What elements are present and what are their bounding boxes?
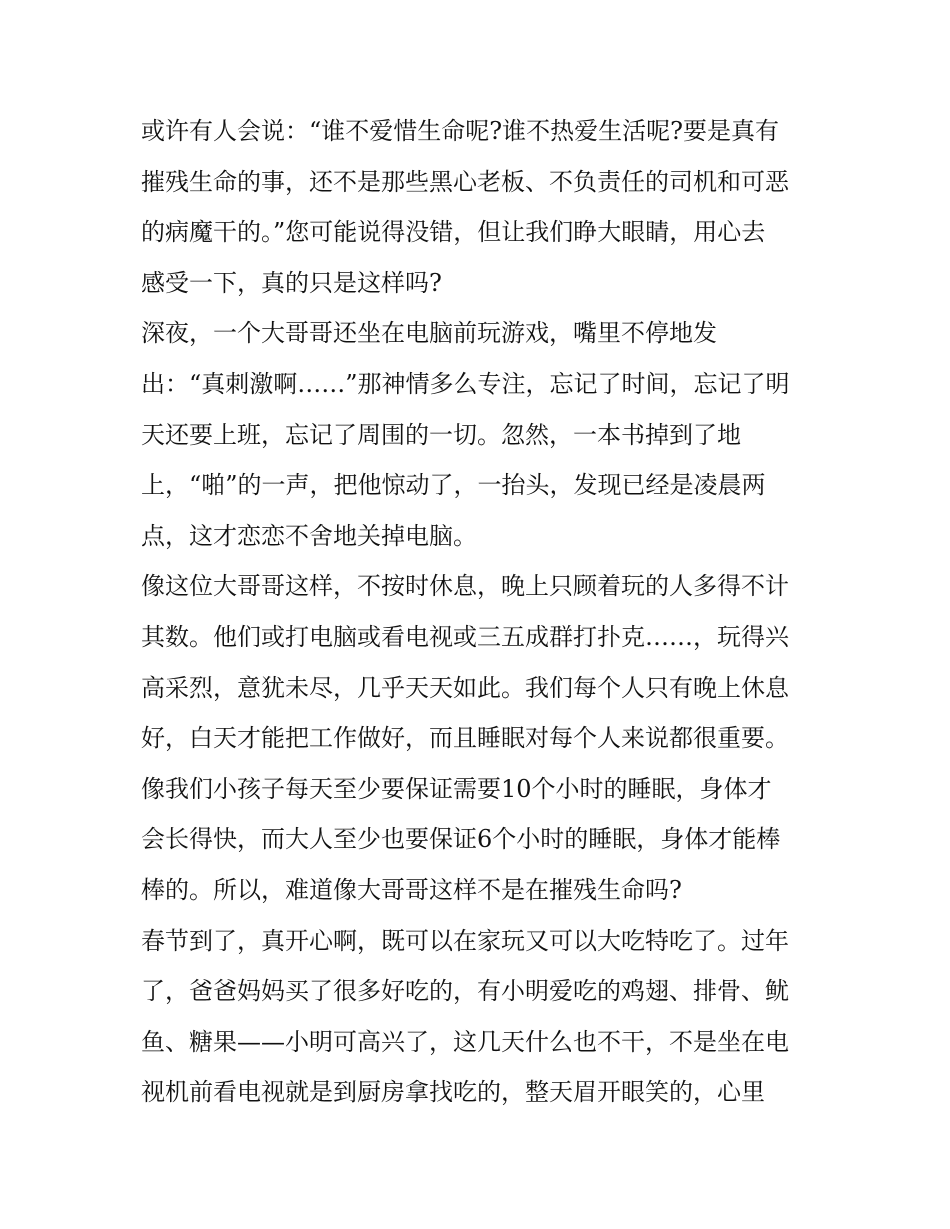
text-line-9: 点，这才恋恋不舍地关掉电脑。 <box>141 521 477 550</box>
text-line-7: 天还要上班，忘记了周围的一切。忽然，一本书掉到了地 <box>141 420 741 449</box>
text-line-16: 棒的。所以，难道像大哥哥这样不是在摧残生命吗? <box>141 875 682 904</box>
text-line-13: 好，白天才能把工作做好，而且睡眠对每个人来说都很重要。 <box>141 724 789 753</box>
text-line-14: 像我们小孩子每天至少要保证需要10个小时的睡眠，身体才 <box>141 774 772 803</box>
body-text <box>141 106 821 1118</box>
text-line-5: 深夜，一个大哥哥还坐在电脑前玩游戏，嘴里不停地发 <box>141 319 717 348</box>
text-line-10: 像这位大哥哥这样，不按时休息，晚上只顾着玩的人多得不计 <box>141 572 789 601</box>
text-line-1: 或许有人会说：“谁不爱惜生命呢?谁不热爱生活呢?要是真有 <box>141 117 780 145</box>
text-line-11: 其数。他们或打电脑或看电视或三五成群打扑克……，玩得兴 <box>141 622 789 651</box>
text-line-3: 的病魔干的。”您可能说得没错，但让我们睁大眼睛，用心去 <box>141 218 766 247</box>
text-line-2: 摧残生命的事，还不是那些黑心老板、不负责任的司机和可恶 <box>141 167 789 196</box>
text-line-8: 上，“啪”的一声，把他惊动了，一抬头，发现已经是凌晨两 <box>141 471 766 500</box>
text-line-12: 高采烈，意犹未尽，几乎天天如此。我们每个人只有晚上休息 <box>141 673 789 702</box>
text-line-18: 了，爸爸妈妈买了很多好吃的，有小明爱吃的鸡翅、排骨、鱿 <box>141 977 789 1006</box>
text-line-19: 鱼、糖果——小明可高兴了，这几天什么也不干，不是坐在电 <box>141 1027 789 1056</box>
text-line-15: 会长得快，而大人至少也要保证6个小时的睡眠，身体才能棒 <box>141 825 781 854</box>
text-line-20: 视机前看电视就是到厨房拿找吃的，整天眉开眼笑的，心里 <box>141 1078 765 1107</box>
text-line-6: 出：“真刺激啊……”那神情多么专注，忘记了时间，忘记了明 <box>141 369 790 398</box>
text-line-17: 春节到了，真开心啊，既可以在家玩又可以大吃特吃了。过年 <box>141 926 789 955</box>
text-line-4: 感受一下，真的只是这样吗? <box>141 268 442 297</box>
